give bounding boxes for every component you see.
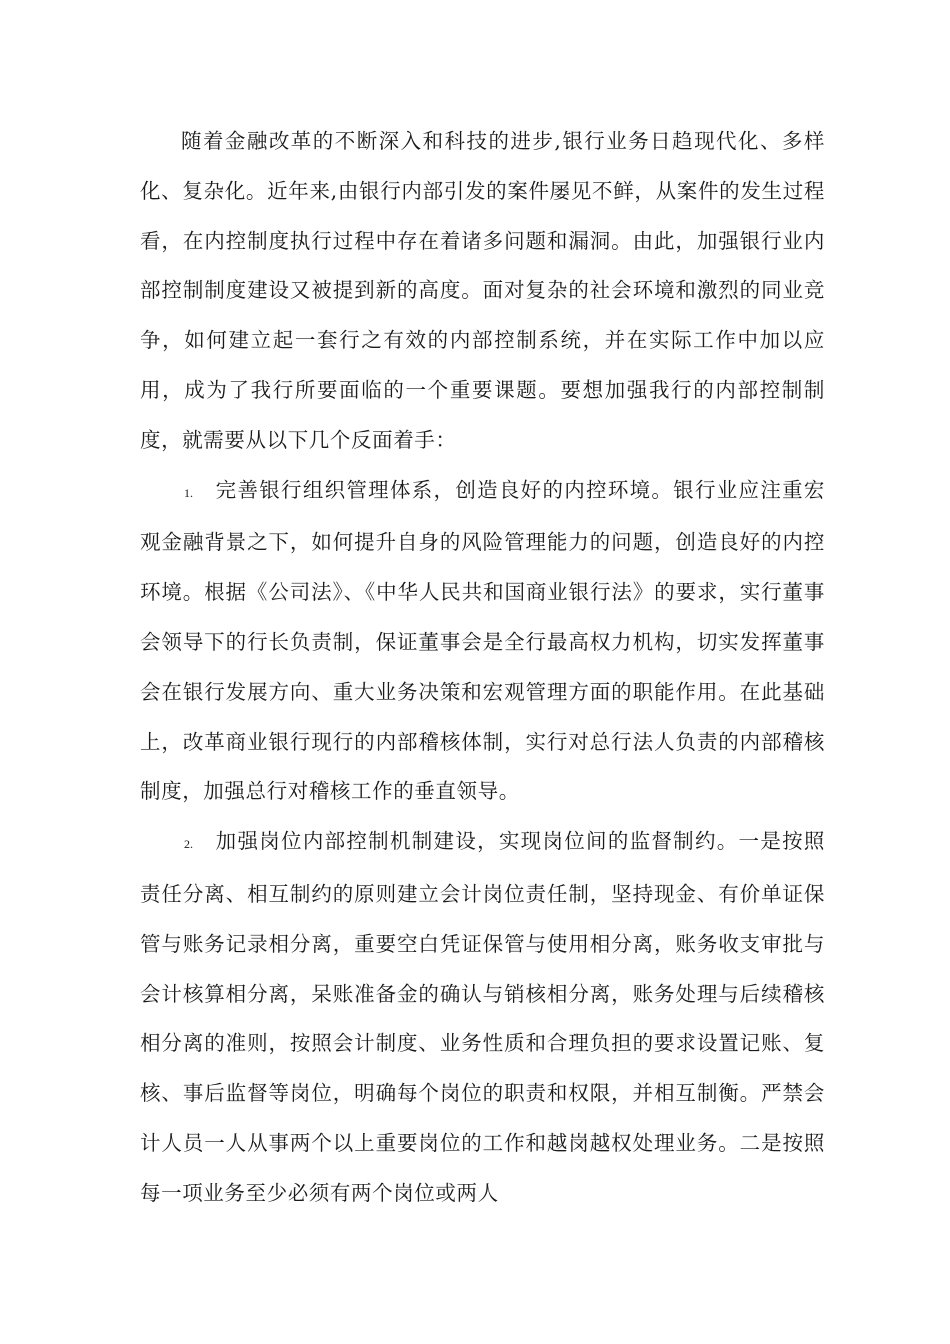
list-item-2-text: 加强岗位内部控制机制建设，实现岗位间的监督制约。一是按照责任分离、相互制约的原则建立会计岗位责任制，坚持现金、有价单证保管与账务记录相分离，重要空白凭证保管与使用相分离，账务收支审批与会计核算相分离，呆账准备金的确认与销核相分离，账务处理与后续稽核相分离的准则，按照会计制度、业务性质和合理负担的要求设置记账、复核、事后监督等岗位，明确每个岗位的职责和权限，并相互制衡。严禁会计人员一人从事两个以上重要岗位的工作和越岗越权处理业务。二是按照每一项业务至少必须有两个岗位或两人	[140, 829, 825, 1205]
intro-paragraph: 随着金融改革的不断深入和科技的进步,银行业务日趋现代化、多样化、复杂化。近年来,由银行内部引发的案件屡见不鲜，从案件的发生过程看，在内控制度执行过程中存在着诸多问题和漏洞。由此，加强银行业内部控制制度建设又被提到新的高度。面对复杂的社会环境和激烈的同业竞争，如何建立起一套行之有效的内部控制系统，并在实际工作中加以应用，成为了我行所要面临的一个重要课题。要想加强我行的内部控制制度，就需要从以下几个反面着手：	[140, 129, 825, 452]
list-item-1-marker: 1.	[184, 485, 193, 500]
document-body	[140, 117, 825, 1219]
list-item-1	[140, 466, 825, 818]
list-item-1-text: 完善银行组织管理体系，创造良好的内控环境。银行业应注重宏观金融背景之下，如何提升自身的风险管理能力的问题，创造良好的内控环境。根据《公司法》、《中华人民共和国商业银行法》的要求，实行董事会领导下的行长负责制，保证董事会是全行最高权力机构，切实发挥董事会在银行发展方向、重大业务决策和宏观管理方面的职能作用。在此基础上，改革商业银行现行的内部稽核体制，实行对总行法人负责的内部稽核制度，加强总行对稽核工作的垂直领导。	[140, 477, 825, 804]
list-item-2-marker: 2.	[184, 837, 193, 852]
list-item-2	[140, 817, 825, 1218]
